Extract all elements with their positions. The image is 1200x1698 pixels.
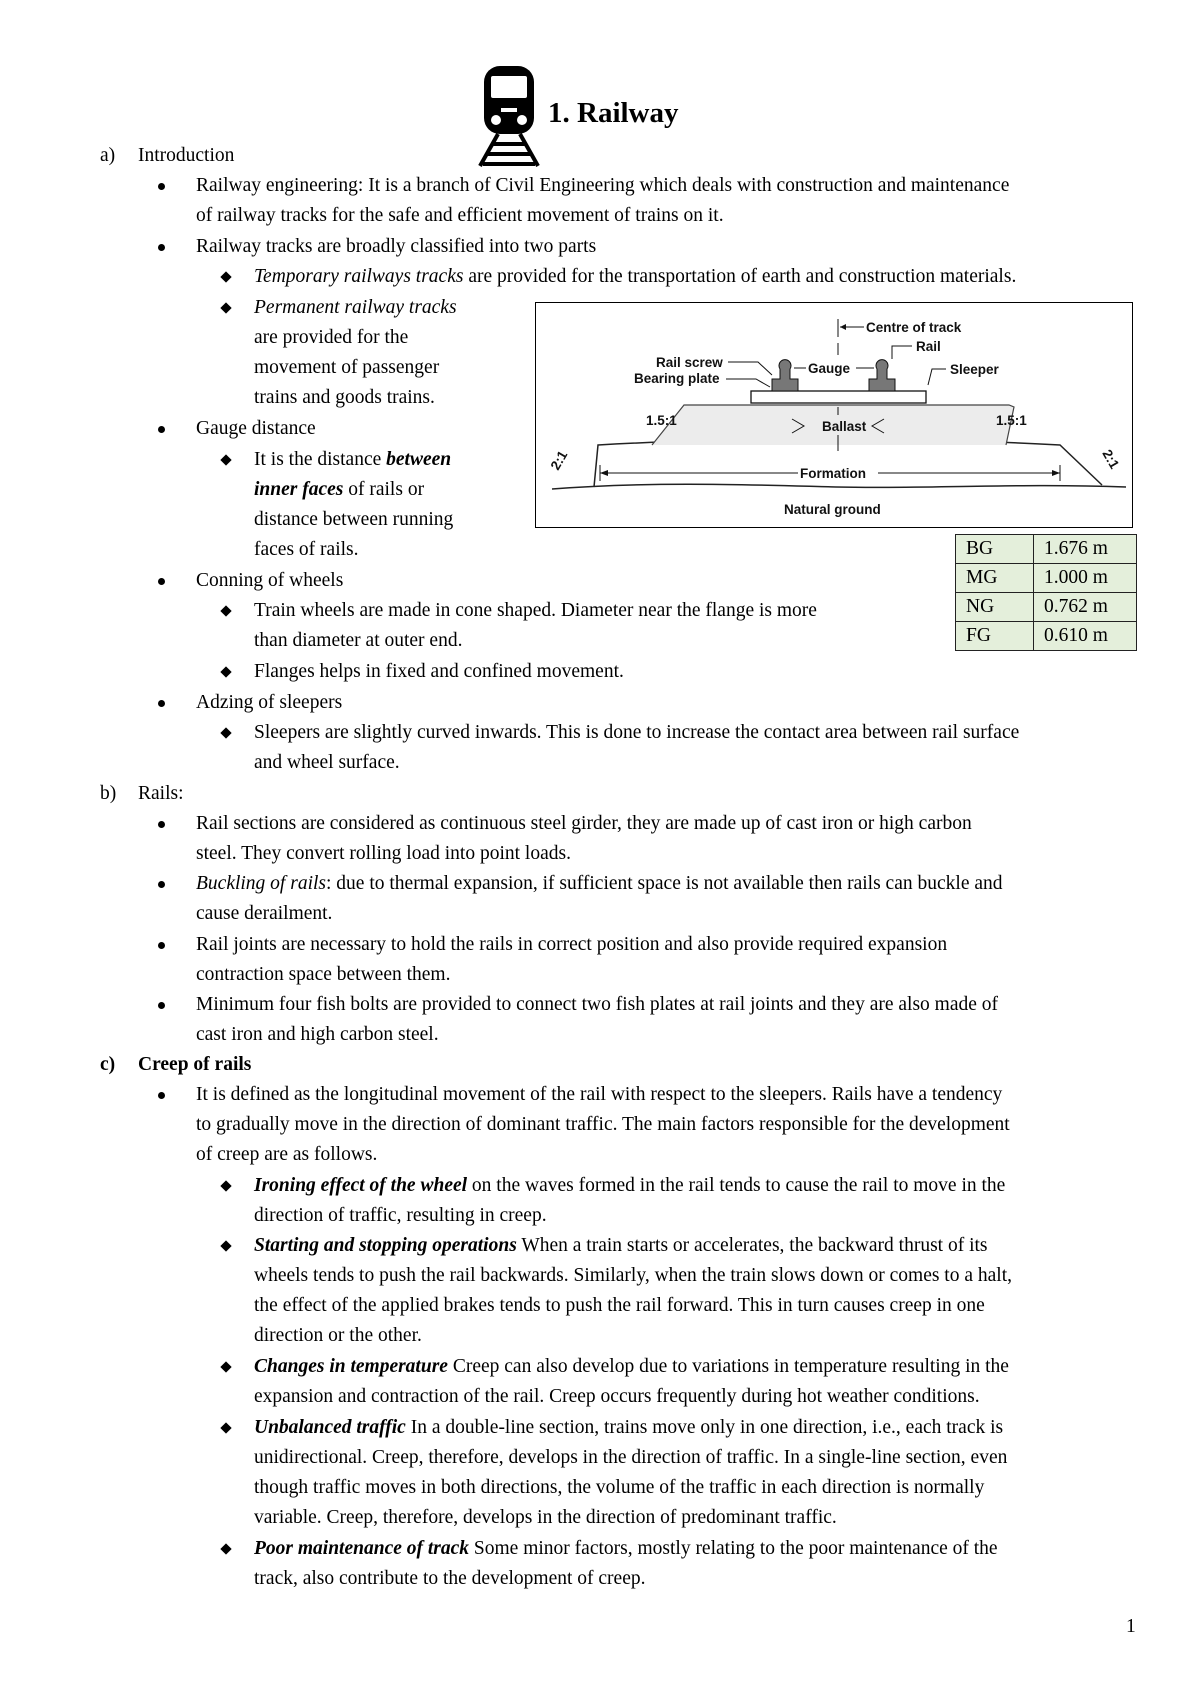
list-item-cont: of creep are as follows.	[196, 1144, 378, 1165]
list-item-cont: cause derailment.	[196, 903, 333, 924]
list-item-cont: inner faces of rails or	[254, 479, 425, 500]
gauge-name: NG	[956, 593, 1034, 622]
list-item-cont: distance between running	[254, 509, 454, 530]
label-bearing-plate: Bearing plate	[634, 371, 720, 386]
list-item-cont: are provided for the	[254, 327, 409, 348]
label-sleeper: Sleeper	[950, 362, 999, 377]
gauge-value: 0.762 m	[1034, 593, 1137, 622]
label-side-left: 2:1	[547, 448, 571, 473]
train-icon	[478, 64, 540, 168]
list-item-cont: of railway tracks for the safe and efficient movement of trains on it.	[196, 205, 724, 226]
list-item-cont: track, also contribute to the development of creep.	[254, 1568, 646, 1589]
list-item-cont: expansion and contraction of the rail. Creep occurs frequently during hot weather conditions.	[254, 1386, 980, 1407]
list-item-cont: trains and goods trains.	[254, 387, 435, 408]
label-rail-screw: Rail screw	[656, 355, 723, 370]
list-item-cont: variable. Creep, therefore, develops in the direction of predominant traffic.	[254, 1507, 837, 1528]
gauge-table-row	[956, 535, 1137, 564]
list-item-cont: direction of traffic, resulting in creep.	[254, 1205, 547, 1226]
gauge-table-row	[956, 622, 1137, 651]
list-item-cont: to gradually move in the direction of dominant traffic. The main factors responsible for the development	[196, 1114, 1010, 1135]
list-item-cont: than diameter at outer end.	[254, 630, 463, 651]
page-title: 1. Railway	[548, 97, 679, 129]
gauge-table-row	[956, 564, 1137, 593]
list-item-cont: and wheel surface.	[254, 752, 400, 773]
gauge-value: 1.000 m	[1034, 564, 1137, 593]
list-item-cont: unidirectional. Creep, therefore, develops in the direction of traffic. In a single-line section, even	[254, 1447, 1008, 1468]
track-cross-section-diagram	[535, 302, 1133, 528]
gauge-name: FG	[956, 622, 1034, 651]
gauge-name: BG	[956, 535, 1034, 564]
label-slope-left: 1.5:1	[646, 413, 677, 428]
list-item-cont: wheels tends to push the rail backwards. Similarly, when the train slows down or comes to a halt,	[254, 1265, 1012, 1286]
gauge-name: MG	[956, 564, 1034, 593]
gauge-table-row	[956, 593, 1137, 622]
list-item-cont: cast iron and high carbon steel.	[196, 1024, 439, 1045]
list-item-cont: contraction space between them.	[196, 964, 451, 985]
gauge-table	[955, 534, 1137, 651]
gauge-value: 1.676 m	[1034, 535, 1137, 564]
list-item-cont: though traffic moves in both directions, the volume of the traffic in each direction is normally	[254, 1477, 985, 1498]
list-item-cont: the effect of the applied brakes tends to push the rail forward. This in turn causes creep in one	[254, 1295, 985, 1316]
label-ballast: Ballast	[822, 419, 867, 434]
list-item-cont: steel. They convert rolling load into point loads.	[196, 843, 571, 864]
label-rail: Rail	[916, 339, 941, 354]
label-slope-right: 1.5:1	[996, 413, 1027, 428]
label-formation: Formation	[800, 466, 866, 481]
label-centre-of-track: Centre of track	[866, 320, 962, 335]
gauge-value: 0.610 m	[1034, 622, 1137, 651]
label-gauge: Gauge	[808, 361, 851, 376]
label-side-right: 2:1	[1099, 447, 1123, 472]
page-number: 1	[1126, 1616, 1136, 1637]
label-natural-ground: Natural ground	[784, 502, 881, 517]
list-item-cont: faces of rails.	[254, 539, 359, 560]
list-item-cont: direction or the other.	[254, 1325, 422, 1346]
list-item-cont: movement of passenger	[254, 357, 440, 378]
